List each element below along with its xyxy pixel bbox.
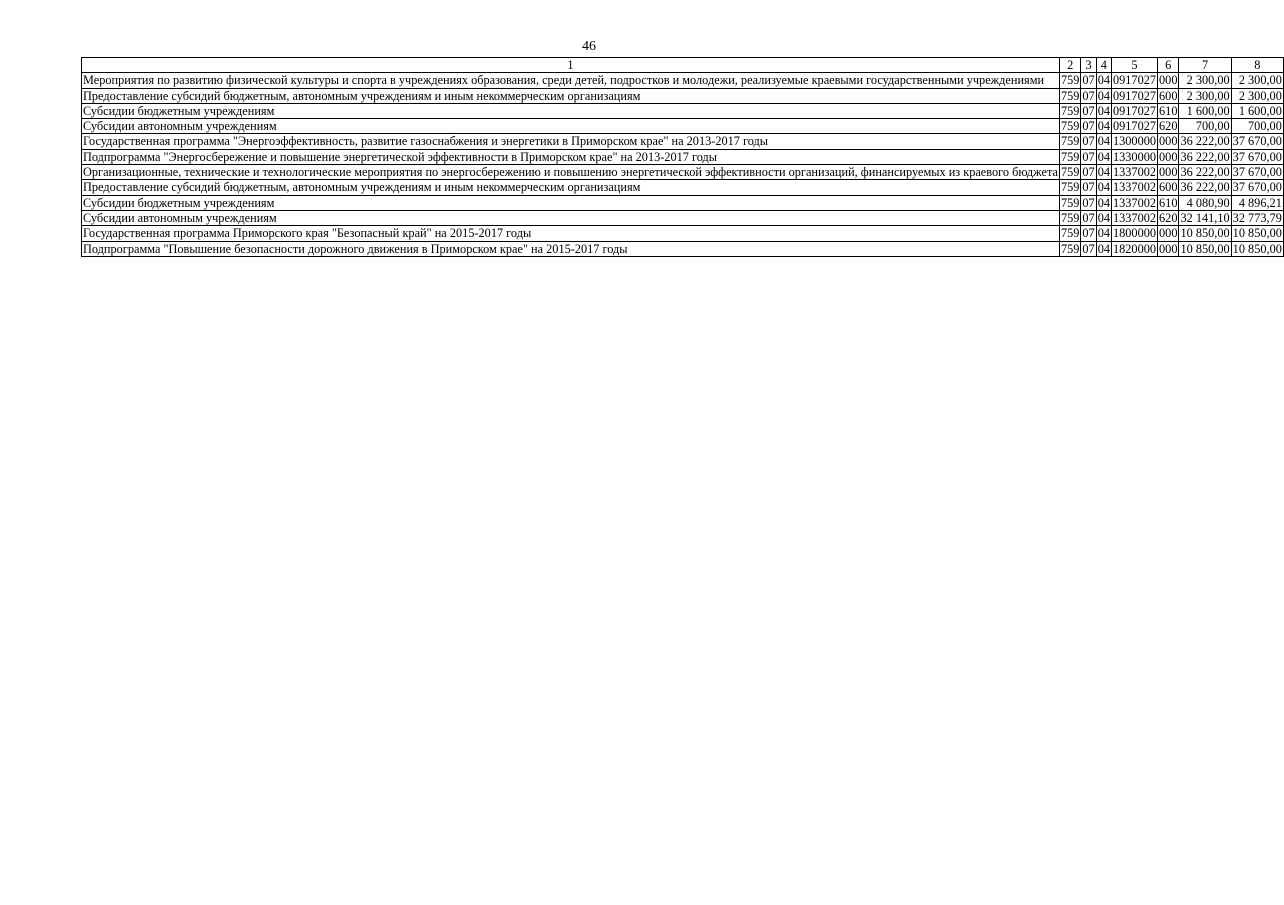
row-subsection-code: 04: [1097, 180, 1110, 195]
row-subsection-code: 04: [1097, 210, 1110, 225]
column-header: 8: [1231, 58, 1283, 73]
row-name: Предоставление субсидий бюджетным, автономным учреждениям и иным некоммерческим организациям: [82, 88, 1060, 103]
row-amount-col7: 2 300,00: [1179, 88, 1231, 103]
row-expense-type: 610: [1159, 195, 1178, 210]
row-amount-col8: 1 600,00: [1231, 103, 1283, 118]
row-ministry-code: 759: [1060, 103, 1080, 118]
row-amount-col8: 10 850,00: [1232, 241, 1282, 256]
row-subsection-code: 04: [1097, 165, 1110, 180]
row-ministry-code: 759: [1060, 119, 1080, 134]
row-target-code: 1337002: [1112, 195, 1157, 210]
row-target-code: 1800000: [1112, 226, 1157, 241]
row-amount-col7: 10 850,00: [1180, 226, 1230, 241]
column-header: 4: [1096, 58, 1111, 73]
row-ministry-code: 759: [1060, 241, 1080, 256]
row-subsection-code: 04: [1097, 195, 1110, 210]
row-amount-col8: 700,00: [1231, 119, 1283, 134]
column-header: 2: [1059, 58, 1080, 73]
row-section-code: 07: [1082, 119, 1095, 134]
row-target-code: 1337002: [1112, 180, 1157, 195]
row-section-code: 07: [1082, 195, 1095, 210]
row-target-code: 0917027: [1112, 103, 1157, 118]
row-section-code: 07: [1082, 226, 1095, 241]
row-target-code: 1330000: [1112, 149, 1157, 164]
table-header-row: [82, 58, 1284, 73]
row-amount-col7: 36 222,00: [1180, 134, 1230, 149]
row-section-code: 07: [1082, 180, 1095, 195]
row-amount-col7: 700,00: [1179, 119, 1231, 134]
row-expense-type: 000: [1159, 149, 1178, 164]
row-name: Государственная программа Приморского края "Безопасный край" на 2015-2017 годы: [82, 226, 1060, 241]
row-name: Субсидии бюджетным учреждениям: [82, 103, 1060, 118]
row-subsection-code: 04: [1097, 149, 1110, 164]
row-expense-type: 610: [1159, 103, 1178, 118]
table-row: [82, 180, 1284, 195]
row-subsection-code: 04: [1097, 88, 1110, 103]
row-target-code: 1300000: [1112, 134, 1157, 149]
row-name: Мероприятия по развитию физической культуры и спорта в учреждениях образования, среди детей, подростков и молодежи, реализуемые краевыми государственными учреждениями: [82, 73, 1060, 88]
table-row: [82, 134, 1284, 149]
row-expense-type: 000: [1159, 241, 1178, 256]
column-header: 3: [1081, 58, 1096, 73]
row-amount-col8: 32 773,79: [1232, 210, 1282, 225]
row-target-code: 1820000: [1112, 241, 1157, 256]
row-expense-type: 600: [1159, 180, 1178, 195]
table-row: [82, 241, 1284, 256]
row-amount-col8: 37 670,00: [1232, 180, 1282, 195]
table-row: [82, 88, 1284, 103]
row-name: Субсидии автономным учреждениям: [82, 119, 1060, 134]
row-amount-col7: 36 222,00: [1180, 165, 1230, 180]
row-amount-col7: 4 080,90: [1179, 195, 1231, 210]
row-subsection-code: 04: [1097, 241, 1110, 256]
row-amount-col8: 2 300,00: [1231, 73, 1283, 88]
row-section-code: 07: [1082, 210, 1095, 225]
row-section-code: 07: [1082, 149, 1095, 164]
budget-table: [81, 57, 1284, 257]
row-section-code: 07: [1082, 134, 1095, 149]
row-subsection-code: 04: [1097, 134, 1110, 149]
row-expense-type: 000: [1159, 134, 1178, 149]
row-name: Организационные, технические и технологические мероприятия по энергосбережению и повышению энергетической эффективности организаций, финансируемых из краевого бюджета: [83, 165, 1058, 180]
row-ministry-code: 759: [1060, 195, 1080, 210]
row-ministry-code: 759: [1060, 134, 1080, 149]
row-expense-type: 620: [1159, 210, 1178, 225]
row-name: Субсидии автономным учреждениям: [82, 210, 1060, 225]
row-target-code: 0917027: [1112, 88, 1157, 103]
row-section-code: 07: [1082, 88, 1095, 103]
row-amount-col8: 37 670,00: [1232, 134, 1282, 149]
row-amount-col7: 36 222,00: [1180, 180, 1230, 195]
row-amount-col7: 1 600,00: [1179, 103, 1231, 118]
page-number: 46: [582, 39, 596, 54]
row-subsection-code: 04: [1097, 226, 1110, 241]
row-section-code: 07: [1082, 165, 1095, 180]
table-row: [82, 165, 1284, 180]
row-amount-col7: 10 850,00: [1180, 241, 1230, 256]
table-row: [82, 195, 1284, 210]
row-section-code: 07: [1082, 241, 1095, 256]
row-amount-col8: 2 300,00: [1231, 88, 1283, 103]
table-row: [82, 149, 1284, 164]
row-name: Субсидии бюджетным учреждениям: [82, 195, 1060, 210]
row-expense-type: 000: [1159, 226, 1178, 241]
row-amount-col7: 32 141,10: [1180, 210, 1230, 225]
column-header: 6: [1158, 58, 1179, 73]
row-name: Подпрограмма "Повышение безопасности дорожного движения в Приморском крае" на 2015-2017 годы: [82, 241, 1060, 256]
row-expense-type: 600: [1159, 88, 1178, 103]
row-target-code: 1337002: [1112, 210, 1157, 225]
row-name: Подпрограмма "Энергосбережение и повышение энергетической эффективности в Приморском крае" на 2013-2017 годы: [82, 149, 1060, 164]
row-amount-col8: 4 896,21: [1231, 195, 1283, 210]
row-name: Государственная программа "Энергоэффективность, развитие газоснабжения и энергетики в Приморском крае" на 2013-2017 годы: [82, 134, 1060, 149]
table-row: [82, 103, 1284, 118]
column-header: 1: [82, 58, 1060, 73]
table-row: [82, 73, 1284, 88]
row-subsection-code: 04: [1097, 103, 1110, 118]
row-target-code: 0917027: [1112, 73, 1157, 88]
row-subsection-code: 04: [1097, 119, 1110, 134]
column-header: 7: [1179, 58, 1231, 73]
row-ministry-code: 759: [1060, 73, 1080, 88]
row-amount-col8: 37 670,00: [1232, 149, 1282, 164]
row-target-code: 1337002: [1112, 165, 1157, 180]
table-row: [82, 210, 1284, 225]
row-ministry-code: 759: [1060, 210, 1080, 225]
row-amount-col7: 36 222,00: [1180, 149, 1230, 164]
row-expense-type: 000: [1159, 165, 1178, 180]
row-ministry-code: 759: [1060, 226, 1080, 241]
row-amount-col7: 2 300,00: [1179, 73, 1231, 88]
row-expense-type: 000: [1159, 73, 1178, 88]
row-amount-col8: 37 670,00: [1232, 165, 1282, 180]
table-row: [82, 226, 1284, 241]
row-ministry-code: 759: [1060, 165, 1080, 180]
row-amount-col8: 10 850,00: [1232, 226, 1282, 241]
row-target-code: 0917027: [1112, 119, 1157, 134]
row-section-code: 07: [1082, 103, 1095, 118]
row-subsection-code: 04: [1097, 73, 1110, 88]
row-ministry-code: 759: [1060, 149, 1080, 164]
row-name: Предоставление субсидий бюджетным, автономным учреждениям и иным некоммерческим организациям: [82, 180, 1060, 195]
row-section-code: 07: [1082, 73, 1095, 88]
row-ministry-code: 759: [1060, 180, 1080, 195]
table-row: [82, 119, 1284, 134]
row-expense-type: 620: [1159, 119, 1178, 134]
row-ministry-code: 759: [1060, 88, 1080, 103]
column-header: 5: [1111, 58, 1157, 73]
